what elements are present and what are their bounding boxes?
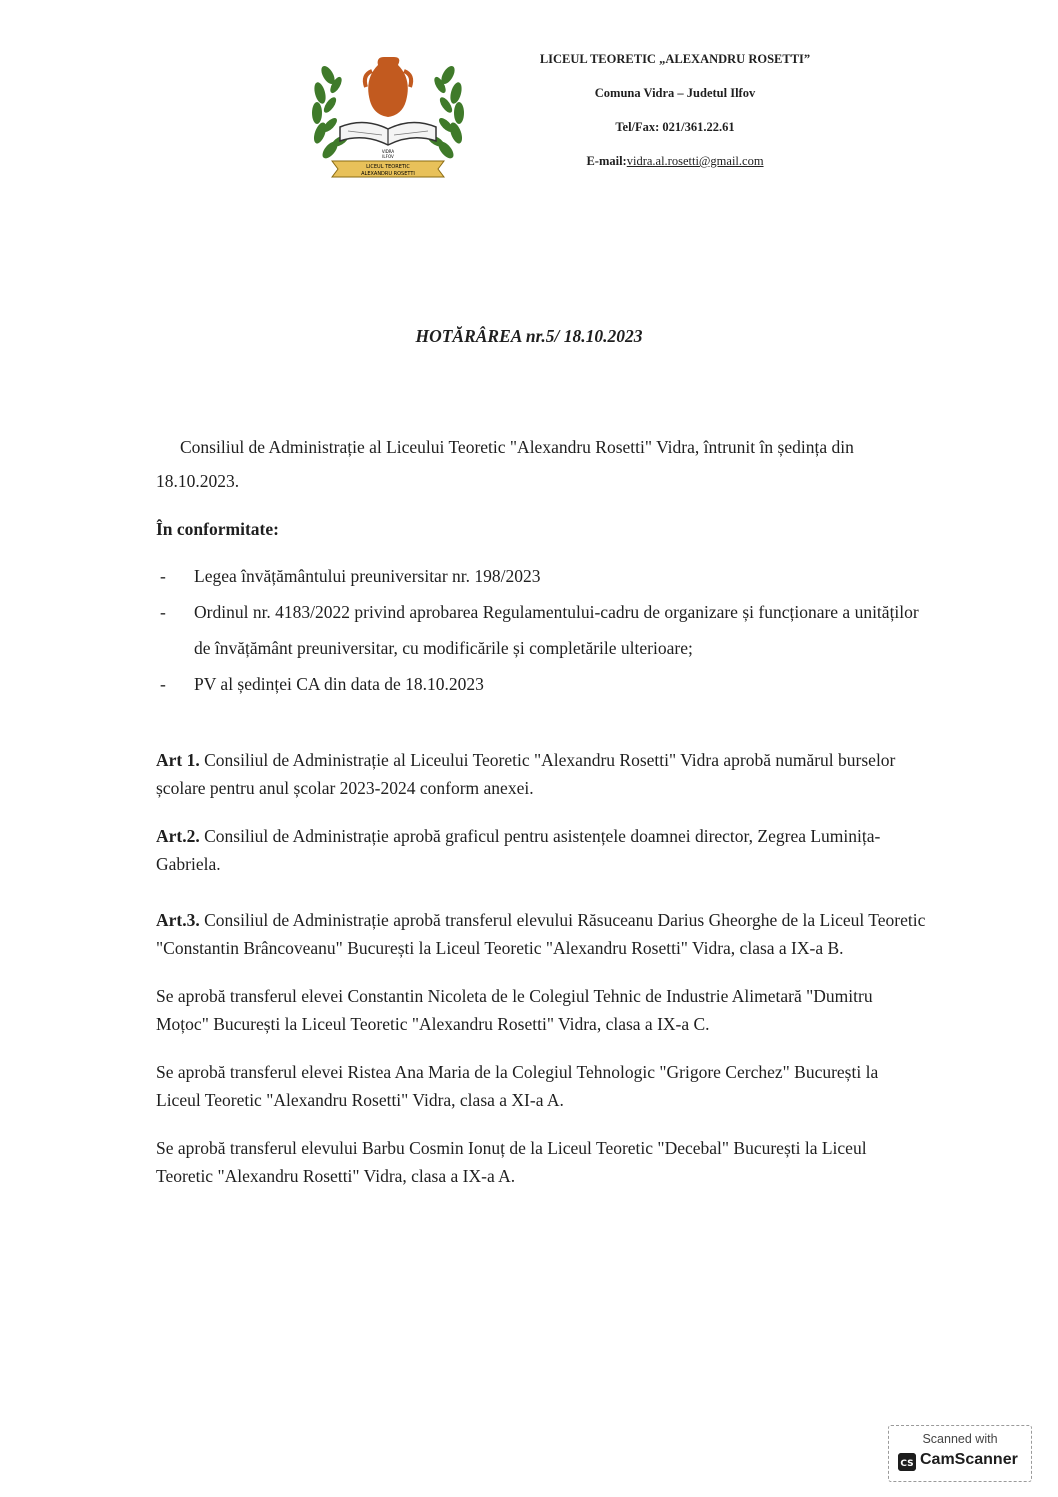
watermark-caption: Scanned with (922, 1432, 998, 1446)
logo-ribbon-line-1: LICEUL TEORETIC (366, 164, 410, 170)
intro-paragraph: Consiliul de Administrație al Liceului Teoretic "Alexandru Rosetti" Vidra, întrunit în ședința din 18.10.2023. (156, 437, 854, 491)
logo-ribbon-line-2: ALEXANDRU ROSETTI (361, 171, 415, 177)
list-item-text: Legea învățământului preuniversitar nr. 198/2023 (194, 566, 541, 586)
article-text: Consiliul de Administrație aprobă graficul pentru asistențele doamnei director, Zegrea Luminița-Gabriela. (156, 826, 881, 874)
list-dash: - (160, 602, 166, 622)
list-dash: - (160, 674, 166, 694)
school-header (480, 46, 870, 182)
conformitate-heading: În conformitate: (156, 519, 279, 539)
email-link[interactable]: vidra.al.rosetti@gmail.com (626, 154, 764, 168)
school-email (480, 148, 870, 182)
conformitate-list (156, 558, 926, 702)
list-item (156, 558, 926, 594)
article-text: Consiliul de Administrație al Liceului Teoretic "Alexandru Rosetti" Vidra aprobă numărul burselor școlare pentru anul școlar 2023-2024 conform anexei. (156, 750, 896, 798)
camscanner-watermark (888, 1425, 1032, 1482)
article-label: Art 1. (156, 750, 200, 770)
article-3 (156, 906, 926, 962)
article-1 (156, 746, 926, 802)
email-label: E-mail: (586, 154, 627, 168)
camscanner-icon (898, 1453, 916, 1471)
list-item-text: Ordinul nr. 4183/2022 privind aprobarea Regulamentului-cadru de organizare și funcționare a unităților de învățământ preuniversitar, cu modificările și completările ulterioare; (194, 602, 919, 658)
list-item-text: PV al ședinței CA din data de 18.10.2023 (194, 674, 484, 694)
article-2 (156, 822, 926, 878)
school-address: Comuna Vidra – Judetul Ilfov (594, 86, 756, 100)
school-logo (308, 45, 468, 185)
document-title: HOTĂRÂREA nr.5/ 18.10.2023 (415, 326, 643, 346)
transfer-paragraph: Se aprobă transferul elevei Ristea Ana Maria de la Colegiul Tehnologic "Grigore Cerchez" București la Liceul Teoretic "Alexandru Rosetti" Vidra, clasa a XI-a A. (156, 1062, 879, 1110)
list-item (156, 666, 926, 702)
school-name: LICEUL TEORETIC „ALEXANDRU ROSETTI” (539, 52, 811, 66)
article-text: Consiliul de Administrație aprobă transferul elevului Răsuceanu Darius Gheorghe de la Liceul Teoretic "Constantin Brâncoveanu" București la Liceul Teoretic "Alexandru Rosetti" Vidra, clasa a IX-a B. (156, 910, 926, 958)
article-label: Art.3. (156, 910, 200, 930)
camscanner-icon-letters: CS (900, 1459, 914, 1469)
transfer-paragraph: Se aprobă transferul elevului Barbu Cosmin Ionuț de la Liceul Teoretic "Decebal" București la Liceul Teoretic "Alexandru Rosetti" Vidra, clasa a IX-a A. (156, 1138, 867, 1186)
logo-text-top: VIDRA (381, 149, 395, 154)
logo-text-mid: ILFOV (382, 154, 394, 159)
school-phone: Tel/Fax: 021/361.22.61 (615, 120, 735, 134)
article-label: Art.2. (156, 826, 200, 846)
watermark-brand: CamScanner (920, 1451, 1018, 1468)
list-item (156, 594, 926, 666)
document-body (156, 430, 926, 1190)
list-dash: - (160, 566, 166, 586)
transfer-paragraph: Se aprobă transferul elevei Constantin Nicoleta de le Colegiul Tehnic de Industrie Alimetară "Dumitru Moțoc" București la Liceul Teoretic "Alexandru Rosetti" Vidra, clasa a IX-a C. (156, 986, 873, 1034)
